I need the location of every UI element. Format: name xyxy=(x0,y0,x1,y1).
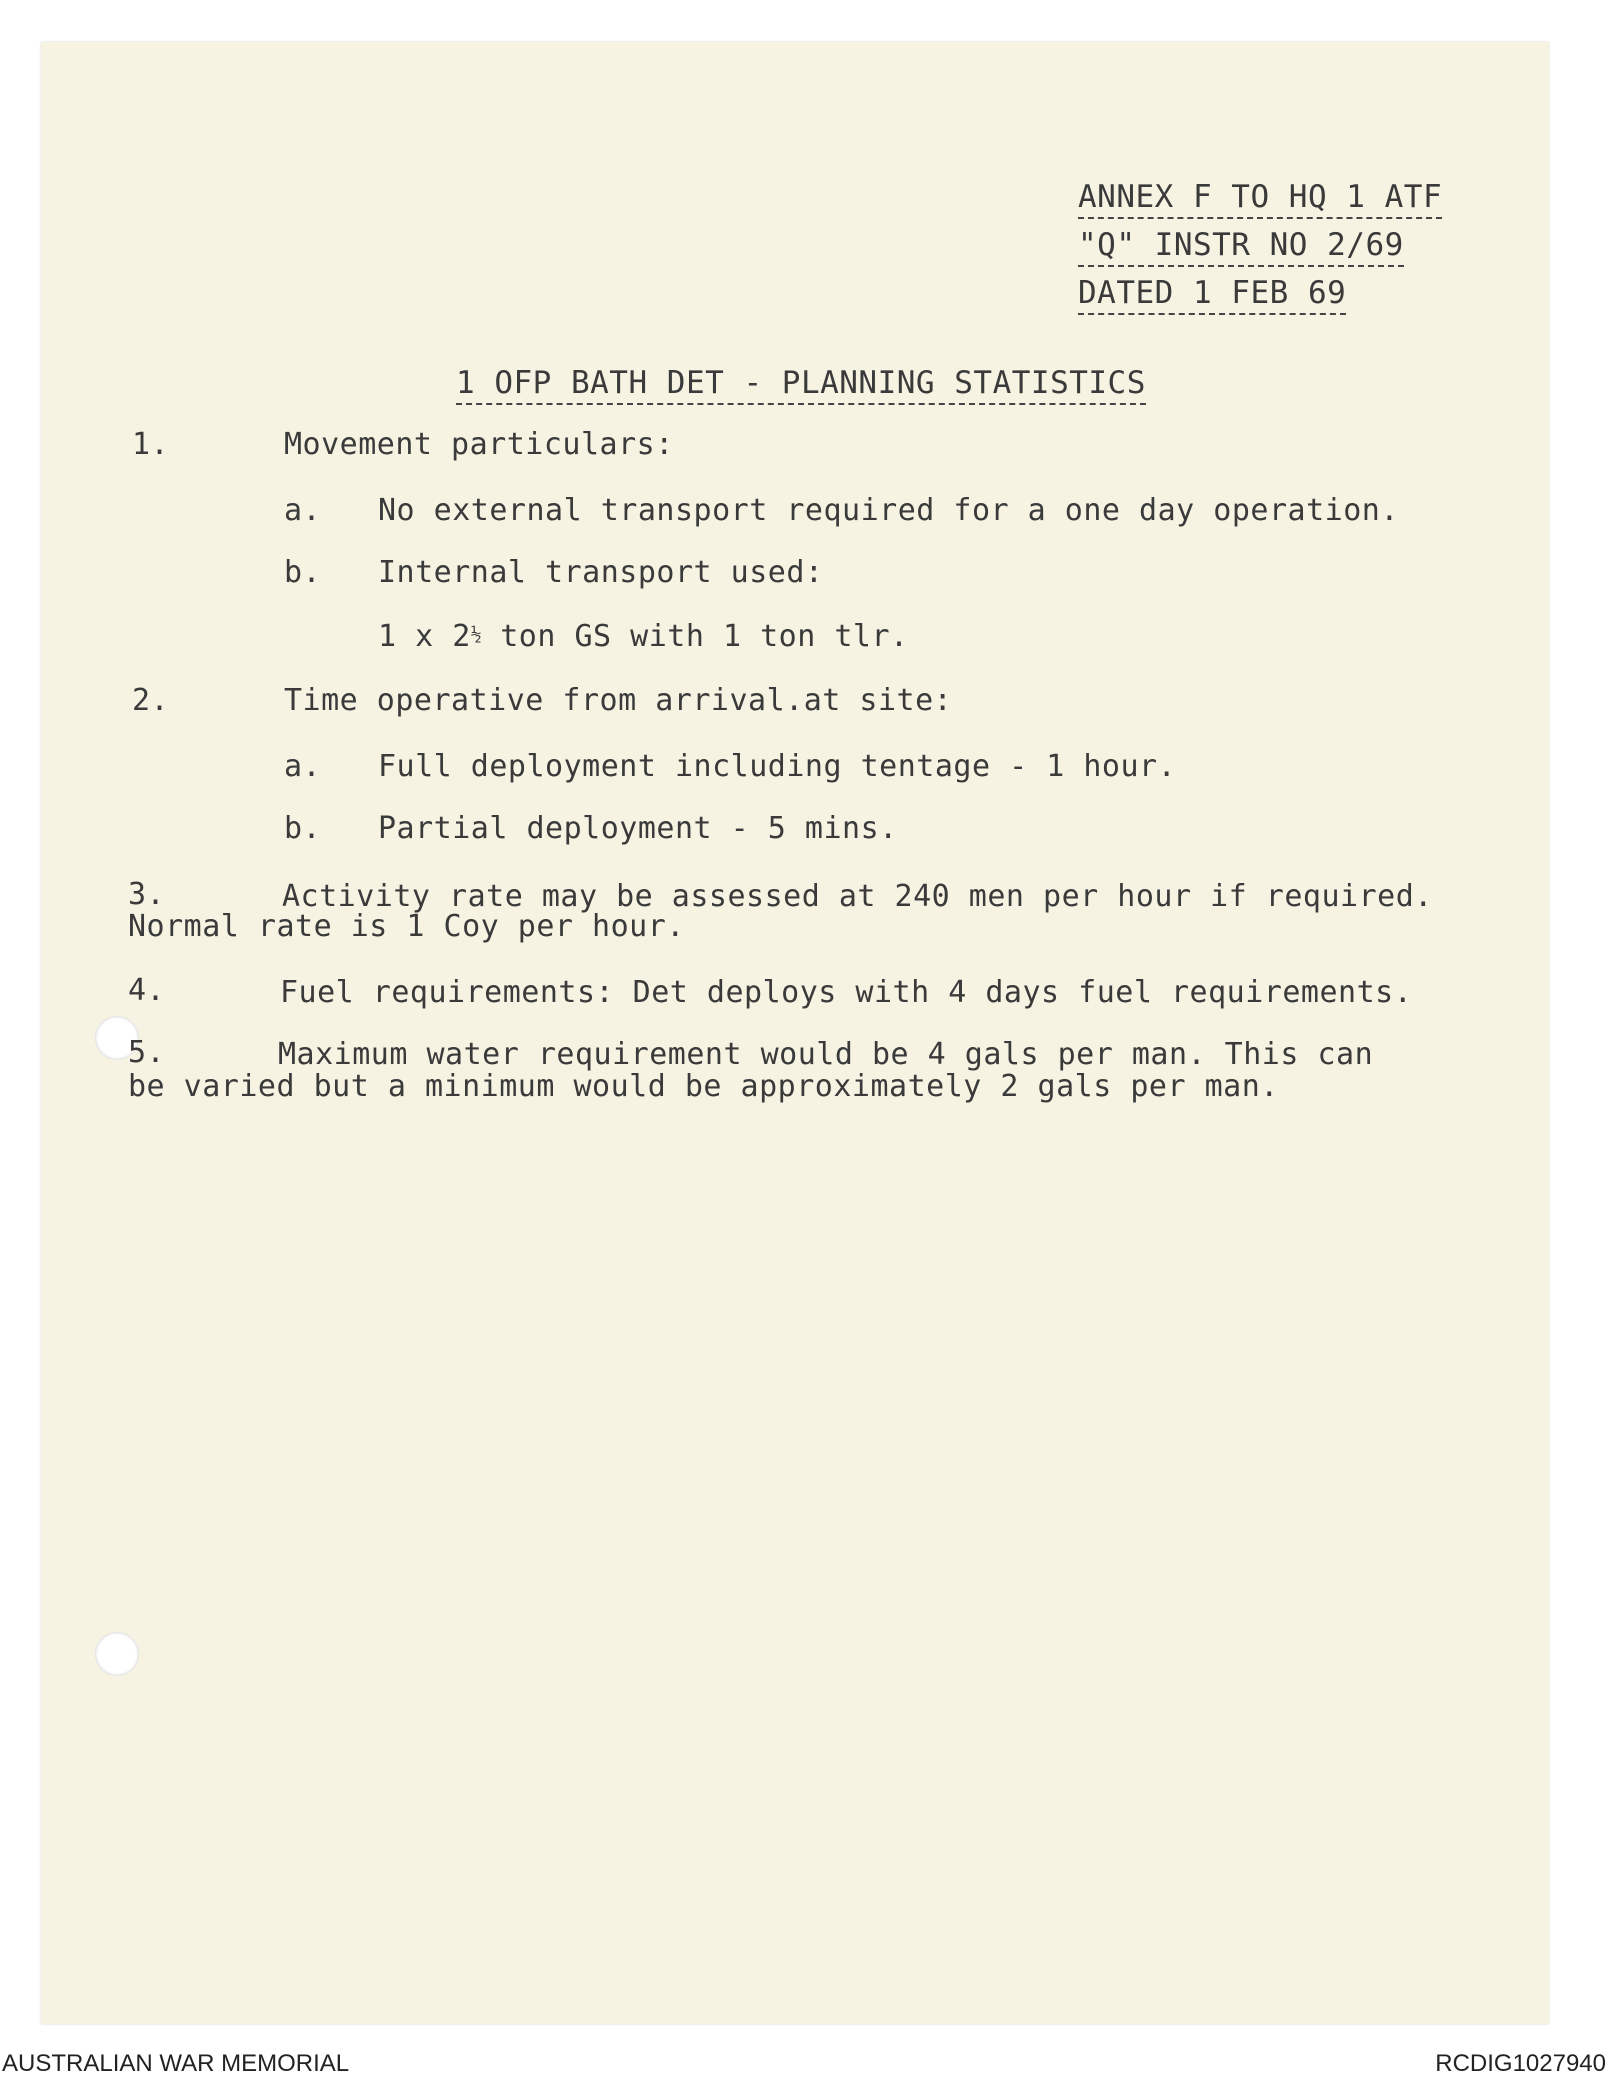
item-text: Maximum water requirement would be 4 gals per man. This can xyxy=(278,1037,1374,1072)
item-number: 1. xyxy=(132,427,170,462)
item-number: 3. xyxy=(128,877,166,912)
sub-letter: a. xyxy=(284,749,322,784)
sub-text: Internal transport used: xyxy=(378,555,824,590)
header-annex: ANNEX F TO HQ 1 ATF xyxy=(1078,182,1442,219)
header-dated: DATED 1 FEB 69 xyxy=(1078,278,1346,315)
sub-letter: a. xyxy=(284,493,322,528)
detail-pre: 1 x 2 xyxy=(378,619,471,654)
punch-hole-lower xyxy=(95,1632,139,1676)
item-number: 5. xyxy=(128,1035,166,1070)
sub-text: No external transport required for a one day operation. xyxy=(378,493,1399,528)
detail-post: ton GS with 1 ton tlr. xyxy=(481,619,909,654)
item-text: Movement particulars: xyxy=(284,427,674,462)
item-text: Fuel requirements: Det deploys with 4 days fuel requirements. xyxy=(280,975,1413,1010)
item-text: Activity rate may be assessed at 240 men per hour if required. xyxy=(282,879,1433,914)
item-number: 4. xyxy=(128,973,166,1008)
footer-id: RCDIG1027940 xyxy=(1435,2050,1606,2077)
footer-source: AUSTRALIAN WAR MEMORIAL xyxy=(2,2050,350,2077)
sub-text: Full deployment including tentage - 1 hour. xyxy=(378,749,1177,784)
item-number: 2. xyxy=(132,683,170,718)
item-continuation: be varied but a minimum would be approximately 2 gals per man. xyxy=(128,1069,1279,1104)
item-text: Time operative from arrival.at site: xyxy=(284,683,953,718)
sub-letter: b. xyxy=(284,811,322,846)
sub-letter: b. xyxy=(284,555,322,590)
detail-fraction: ½ xyxy=(470,624,482,645)
item-continuation: Normal rate is 1 Coy per hour. xyxy=(128,909,685,944)
page-title: 1 OFP BATH DET - PLANNING STATISTICS xyxy=(456,368,1146,405)
transport-detail xyxy=(378,619,909,654)
header-instr: "Q" INSTR NO 2/69 xyxy=(1078,230,1404,267)
document-page xyxy=(41,42,1549,2024)
sub-text: Partial deployment - 5 mins. xyxy=(378,811,898,846)
